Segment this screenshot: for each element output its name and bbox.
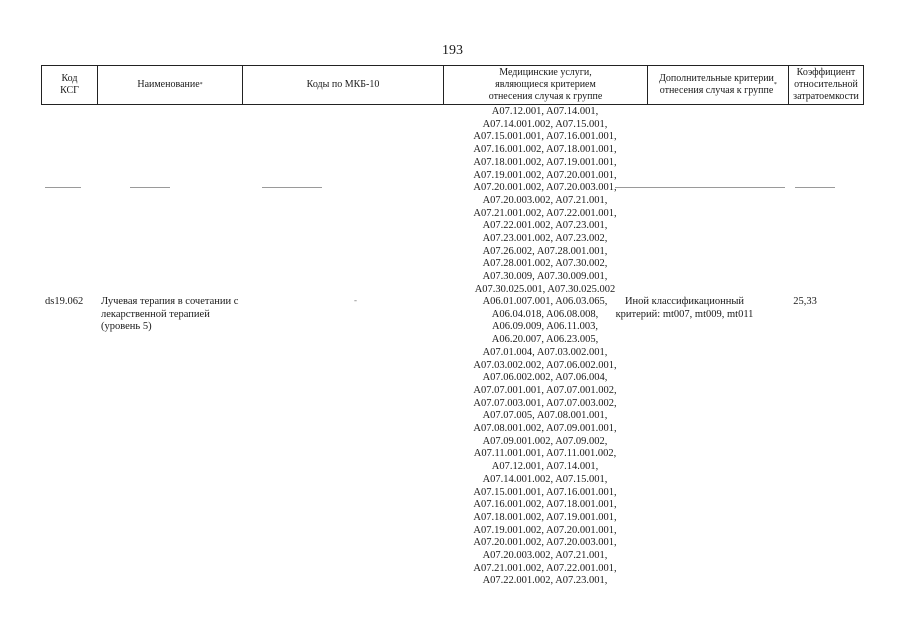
service-code-line: A07.21.001.002, A07.22.001.001, [473, 207, 617, 219]
mkb-codes: - [354, 295, 357, 305]
service-code-line: A07.12.001, A07.14.001, [491, 461, 599, 473]
continued-services-list [443, 106, 647, 297]
scan-artifact-line [795, 187, 835, 188]
service-code-line: A07.06.002.002, A07.06.004, [482, 372, 608, 384]
service-code-line: A07.15.001.001, A07.16.001.001, [473, 486, 617, 498]
service-code-line: A07.30.025.001, A07.30.025.002 [474, 283, 616, 295]
service-code-line: A07.01.004, A07.03.002.001, [482, 346, 608, 358]
service-code-line: A07.09.001.002, A07.09.002, [482, 435, 608, 447]
header-criteria-label: Дополнительные критерии отнесения случая к группе [659, 73, 774, 96]
header-name-label: Наименование [137, 79, 200, 90]
service-code-line: A07.20.001.002, A07.20.003.001, [473, 182, 617, 194]
service-code-line: A07.22.001.002, A07.23.001, [482, 220, 608, 232]
service-code-line: A06.01.007.001, A06.03.065, [482, 296, 608, 307]
service-code-line: A07.14.001.002, A07.15.001, [482, 473, 608, 485]
service-code-line: A06.04.018, A06.08.008, [491, 308, 599, 320]
service-code-line: A07.19.001.002, A07.20.001.001, [473, 169, 617, 181]
scan-artifact-line [130, 187, 170, 188]
header-mkb-codes: Коды по МКБ-10 [243, 66, 444, 104]
service-code-line: A07.07.001.001, A07.07.001.002, [473, 384, 617, 396]
service-code-line: A07.20.003.002, A07.21.001, [482, 550, 608, 562]
service-code-line: A07.18.001.002, A07.19.001.001, [473, 156, 617, 168]
header-medical-services: Медицинские услуги, являющиеся критерием отнесения случая к группе [444, 66, 648, 104]
service-code-line: A07.23.001.002, A07.23.002, [482, 233, 608, 245]
service-code-line: A07.26.002, A07.28.001.001, [482, 245, 608, 257]
service-code-line: A07.18.001.002, A07.19.001.001, [473, 511, 617, 523]
scan-artifact-line [45, 187, 81, 188]
service-code-line: A07.03.002.002, A07.06.002.001, [473, 359, 617, 371]
service-code-line: A07.15.001.001, A07.16.001.001, [473, 131, 617, 143]
service-code-line: A07.14.001.002, A07.15.001, [482, 118, 608, 130]
table-header [41, 65, 864, 105]
scan-artifact-line [262, 187, 322, 188]
page-number: 193 [442, 43, 463, 58]
service-code-line: A06.09.009, A06.11.003, [491, 321, 599, 333]
service-code-line: A07.07.005, A07.08.001.001, [482, 410, 608, 422]
service-code-line: A07.12.001, A07.14.001, [491, 106, 599, 117]
service-code-line: A07.30.009, A07.30.009.001, [482, 271, 608, 283]
service-code-line: A07.16.001.002, A07.18.001.001, [473, 499, 617, 511]
header-criteria-footnote-mark: * [773, 82, 777, 88]
header-additional-criteria [648, 66, 789, 104]
header-name-footnote-mark: * [199, 82, 203, 88]
ksg-name: Лучевая терапия в сочетании с лекарственной терапией (уровень 5) [101, 296, 239, 332]
header-coefficient: Коэффициент относительной затратоемкости [793, 67, 859, 102]
ksg-code: ds19.062 [45, 296, 84, 307]
service-code-line: A07.28.001.002, A07.30.002, [482, 258, 608, 270]
service-code-line: A07.16.001.002, A07.18.001.001, [473, 144, 617, 156]
service-code-line: A07.07.003.001, A07.07.003.002, [473, 397, 617, 409]
service-code-line: A07.22.001.002, A07.23.001, [482, 575, 608, 587]
service-code-line: A07.19.001.002, A07.20.001.001, [473, 524, 617, 536]
additional-criteria: Иной классификационный критерий: mt007, mt009, mt011 [615, 296, 754, 320]
service-code-line: A07.21.001.002, A07.22.001.001, [473, 562, 617, 574]
header-name [98, 66, 243, 104]
service-code-line: A07.11.001.001, A07.11.001.002, [473, 448, 617, 460]
service-code-line: A07.08.001.002, A07.09.001.001, [473, 423, 617, 435]
service-code-line: A07.20.001.002, A07.20.003.001, [473, 537, 617, 549]
coefficient: 25,33 [793, 296, 817, 307]
service-code-line: A06.20.007, A06.23.005, [491, 334, 599, 346]
service-code-line: A07.20.003.002, A07.21.001, [482, 194, 608, 206]
services-list [443, 296, 647, 588]
header-ksg-code: Код КСГ [42, 66, 98, 104]
